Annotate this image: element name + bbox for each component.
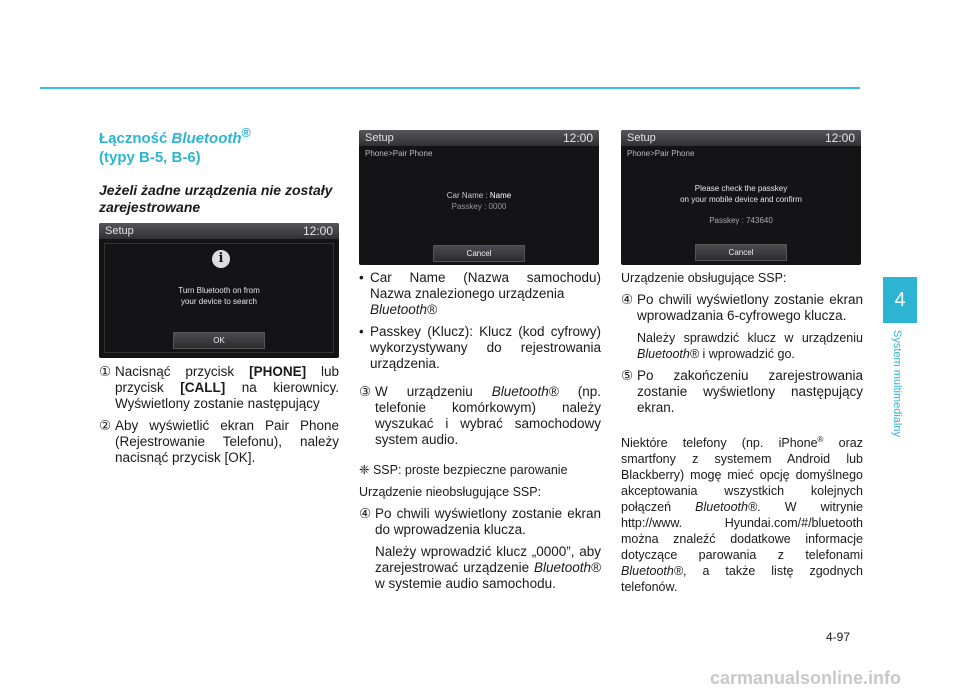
bluetooth-brand: Bluetooth® [491,384,559,399]
step-number: ④ [359,506,372,521]
chapter-label [891,330,909,490]
step-1 [99,364,339,412]
screen-pair-phone-passkey [359,130,599,265]
step-4-non-ssp [359,506,601,592]
section-subheading: Jeżeli żadne urządzenia nie zostały zarejestrowane [99,182,333,215]
bluetooth-brand: Bluetooth® [534,560,601,575]
watermark: carmanualsonline.info [710,668,902,688]
step-text: Po chwili wyświetlony zostanie ekran do wprowadzenia klucza. [375,506,601,537]
step-number: ③ [359,384,372,399]
paragraph-text: Niektóre telefony (np. iPhone [621,436,818,451]
step-5 [621,368,863,416]
step-3 [359,384,601,448]
top-rule [40,87,860,89]
phone-key-label: [PHONE] [249,364,307,379]
paragraph-text: oraz smartfony z systemem Android lub Blackberry) mogę mieć opcję domyślnego akceptowania wszystkich kolejnych połączeń [621,436,863,515]
section-title [99,124,339,167]
col2-text [359,270,601,592]
bullet-text: Passkey (Klucz): Klucz (kod cyfrowy) wykorzystywany do rejestrowania urządzenia. [370,324,601,371]
step-text: Po zakończeniu zarejestrowania zostanie wyświetlony następujący ekran. [637,368,863,415]
step-note: w systemie audio samochodu. [375,576,556,591]
screen-clock: 12:00 [824,131,855,145]
screen-title: Setup [105,225,134,237]
screen-dialog [104,243,334,353]
screen-confirm-passkey [621,130,861,265]
step-text: na kierownicy. Wyświetlony zostanie następujący [115,380,339,411]
ssp-device-heading: Urządzenie obsługujące SSP: [621,271,787,285]
cancel-button[interactable]: Cancel [695,244,787,261]
note-symbol: ❈ [359,463,370,477]
paragraph-text: . W witrynie http://www. Hyundai.com/#/bluetooth można znaleźć dodatkowe informacje dotyczące parowania z telefonami [621,500,863,563]
car-name-label: Car Name : [446,191,490,200]
title-prefix: Łączność [99,130,172,147]
bluetooth-brand: Bluetooth® [695,500,758,515]
screen-message [621,183,861,226]
step-number: ① [99,364,112,379]
car-name-value: Name [489,191,512,200]
screen-title: Setup [627,132,656,144]
page-number: 4-97 [826,630,851,644]
step-note: Należy sprawdzić klucz w urządzeniu [637,331,863,345]
step-number: ④ [621,292,634,307]
note-text: SSP: proste bezpieczne parowanie [372,463,568,477]
step-2 [99,418,339,466]
bullet-car-name [359,270,601,318]
bullet-dot: • [359,270,364,285]
compatibility-paragraph [621,432,863,595]
bullet-passkey [359,324,601,372]
bullet-dot: • [359,324,364,339]
bluetooth-brand: Bluetooth® [621,564,684,579]
bluetooth-brand: Bluetooth® [370,302,437,317]
step-text: Po chwili wyświetlony zostanie ekran wprowadzania 6-cyfrowego klucza. [637,292,863,323]
info-icon: i [212,250,230,268]
screen-clock: 12:00 [302,224,333,238]
passkey-label: Passkey : 743640 [709,216,773,225]
message-line: Please check the passkey [694,184,788,193]
non-ssp-heading: Urządzenie nieobsługujące SSP: [359,485,542,499]
step-text: lub przycisk [115,364,339,395]
screen-title: Setup [365,132,394,144]
title-brand: Bluetooth [171,130,242,147]
col1-text [99,364,339,466]
registered-mark: ® [817,435,824,444]
message-line: your device to search [180,297,258,306]
ok-button[interactable]: OK [173,332,265,349]
screen-title-bar [99,223,339,239]
step-text: W urządzeniu [375,384,492,399]
screen-message [359,190,599,212]
chapter-tab[interactable]: 4 [883,277,917,323]
call-key-label: [CALL] [180,380,226,395]
step-note: Należy wprowadzić klucz „0000”, aby zarejestrować urządzenie [375,544,601,575]
bullet-text: Car Name (Nazwa samochodu) Nazwa znalezionego urządzenia [370,270,601,301]
col3-text [621,270,863,595]
screen-title-bar [359,130,599,146]
screen-turn-bluetooth-on [99,223,339,358]
step-4-ssp [621,292,863,362]
bluetooth-brand: Bluetooth® [637,347,700,361]
title-line2: (typy B-5, B-6) [99,149,201,166]
step-text: Aby wyświetlić ekran Pair Phone (Rejestrowanie Telefonu), należy nacisnąć przycisk [OK]. [115,418,339,465]
step-note: i wprowadzić go. [699,347,795,361]
ssp-note [359,462,601,478]
breadcrumb: Phone>Pair Phone [365,149,433,158]
breadcrumb: Phone>Pair Phone [627,149,695,158]
paragraph-text: , a także listę zgodnych telefonów. [621,564,863,595]
passkey-label: Passkey : 0000 [451,202,507,211]
message-line: Turn Bluetooth on from [178,286,260,295]
step-number: ⑤ [621,368,634,383]
screen-title-bar [621,130,861,146]
step-text: (np. telefonie komórkowym) należy wyszukać i wybrać samochodowy system audio. [375,384,601,447]
step-number: ② [99,418,112,433]
message-line: on your mobile device and confirm [680,195,802,204]
cancel-button[interactable]: Cancel [433,245,525,262]
screen-message [105,285,333,307]
title-reg: ® [241,126,251,140]
chapter-label-text: System multimedialny [891,330,903,437]
screen-clock: 12:00 [562,131,593,145]
step-text: Nacisnąć przycisk [115,364,250,379]
